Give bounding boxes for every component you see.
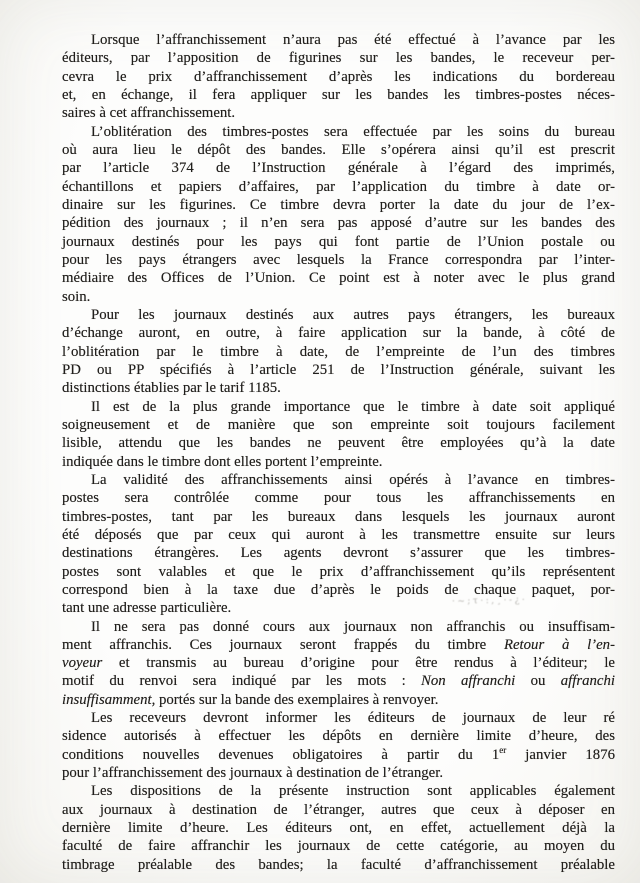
text-line: et, en échange, il fera appliquer sur les bandes les timbres-postes néces-: [62, 86, 615, 103]
text-line: médiaire des Offices de l’Union. Ce point est à noter avec le plus grand: [62, 270, 615, 287]
text-line: éditeurs, par l’apposition de figurines sur les bandes, le receveur per-: [62, 50, 615, 67]
text-line: dinaire sur les figurines. Ce timbre devra porter la date du jour de l’ex-: [62, 196, 615, 213]
text-line: pour les pays étrangers avec lesquels la France correspondra par l’inter-: [62, 251, 615, 268]
text-block: [62, 31, 615, 874]
text-line: L’oblitération des timbres-postes sera effectuée par les soins du bureau: [91, 123, 615, 140]
text-line: indiquée dans le timbre dont elles portent l’empreinte.: [62, 453, 383, 470]
text-line: soin.: [62, 288, 91, 305]
text-line: Pour les journaux destinés aux autres pays étrangers, les bureaux: [91, 306, 615, 323]
text-line: d’échange auront, en outre, à faire application sur la bande, à côté de: [62, 325, 615, 342]
text-line: timbrage préalable des bandes; la faculté d’affranchissement préalable: [62, 856, 615, 873]
text-line: motif du renvoi sera indiqué par les mots : Non affranchi ou affranchi: [62, 673, 615, 690]
text-line: insuffisamment, portés sur la bande des exemplaires à renvoyer.: [62, 691, 439, 708]
text-line: distinctions établies par le tarif 1185.: [62, 380, 281, 397]
text-line: Lorsque l’affranchissement n’aura pas été effectué à l’avance par les: [91, 32, 615, 48]
text-line: où aura lieu le dépôt des bandes. Elle s’opérera ainsi qu’il est prescrit: [62, 141, 615, 158]
text-line: pour l’affranchissement des journaux à destination de l’étranger.: [62, 765, 444, 782]
text-line: timbres-postes, tant par les bureaux dans lesquels les journaux auront: [62, 508, 615, 525]
text-line: l’oblitération par le timbre à date, de l’empreinte de l’un des timbres: [62, 343, 615, 360]
text-line: dernière limite d’heure. Les éditeurs ont, en effet, actuellement déjà la: [62, 820, 615, 837]
text-line: correspond bien à la taxe due d’après le poids de chaque paquet, por-: [62, 581, 615, 598]
text-line: saires à cet affranchissement.: [62, 105, 236, 122]
text-line: par l’article 374 de l’Instruction générale à l’égard des imprimés,: [62, 160, 615, 177]
text-line: faculté de faire affranchir les journaux de cette catégorie, au moyen du: [62, 838, 615, 855]
text-line: Il ne sera pas donné cours aux journaux non affranchis ou insuffisam-: [91, 618, 615, 635]
text-line: PD ou PP spécifiés à l’article 251 de l’Instruction générale, suivant les: [62, 361, 615, 378]
text-line: Les receveurs devront informer les éditeurs de journaux de leur ré: [91, 710, 615, 727]
text-line: cevra le prix d’affranchissement d’après les indications du bordereau: [62, 68, 615, 85]
text-line: Les dispositions de la présente instruction sont applicables également: [91, 783, 615, 800]
text-line: Il est de la plus grande importance que le timbre à date soit appliqué: [91, 398, 615, 415]
text-line: sidence autorisés à effectuer les dépôts en dernière limite d’heure, des: [62, 728, 615, 745]
text-line: ment affranchis. Ces journaux seront frappés du timbre Retour à l’en-: [62, 636, 615, 653]
text-line: postes sera contrôlée comme pour tous les affranchissements en: [62, 490, 615, 507]
text-line: échantillons et papiers d’affaires, par l’application du timbre à date or-: [62, 178, 615, 195]
text-line: soigneusement et de manière que son empreinte soit toujours facilement: [62, 416, 615, 433]
text-line: journaux destinés pour les pays qui font partie de l’Union postale ou: [62, 233, 615, 250]
text-line: conditions nouvelles devenues obligatoires à partir du 1er janvier 1876: [62, 744, 615, 763]
text-line: voyeur et transmis au bureau d’origine pour être rendus à l’éditeur; le: [62, 655, 615, 672]
text-line: postes sont valables et que le prix d’affranchissement qu’ils représentent: [62, 563, 615, 580]
ink-smudge-artifact: ·~;τ·:,¸·-¿·: [451, 595, 528, 607]
text-line: lisible, attendu que les bandes ne peuvent être employées qu’à la date: [62, 435, 615, 452]
text-line: destinations étrangères. Les agents devront s’assurer que les timbres-: [62, 545, 615, 562]
text-line: aux journaux à destination de l’étranger, autres que ceux à déposer en: [62, 801, 615, 818]
text-line: été déposés que par ceux qui auront à les transmettre ensuite sur leurs: [62, 526, 615, 543]
text-line: pédition des journaux ; il n’en sera pas apposé d’autre sur les bandes des: [62, 215, 615, 232]
text-line: La validité des affranchissements ainsi opérés à l’avance en timbres-: [91, 471, 615, 488]
text-line: tant une adresse particulière.: [62, 600, 232, 617]
